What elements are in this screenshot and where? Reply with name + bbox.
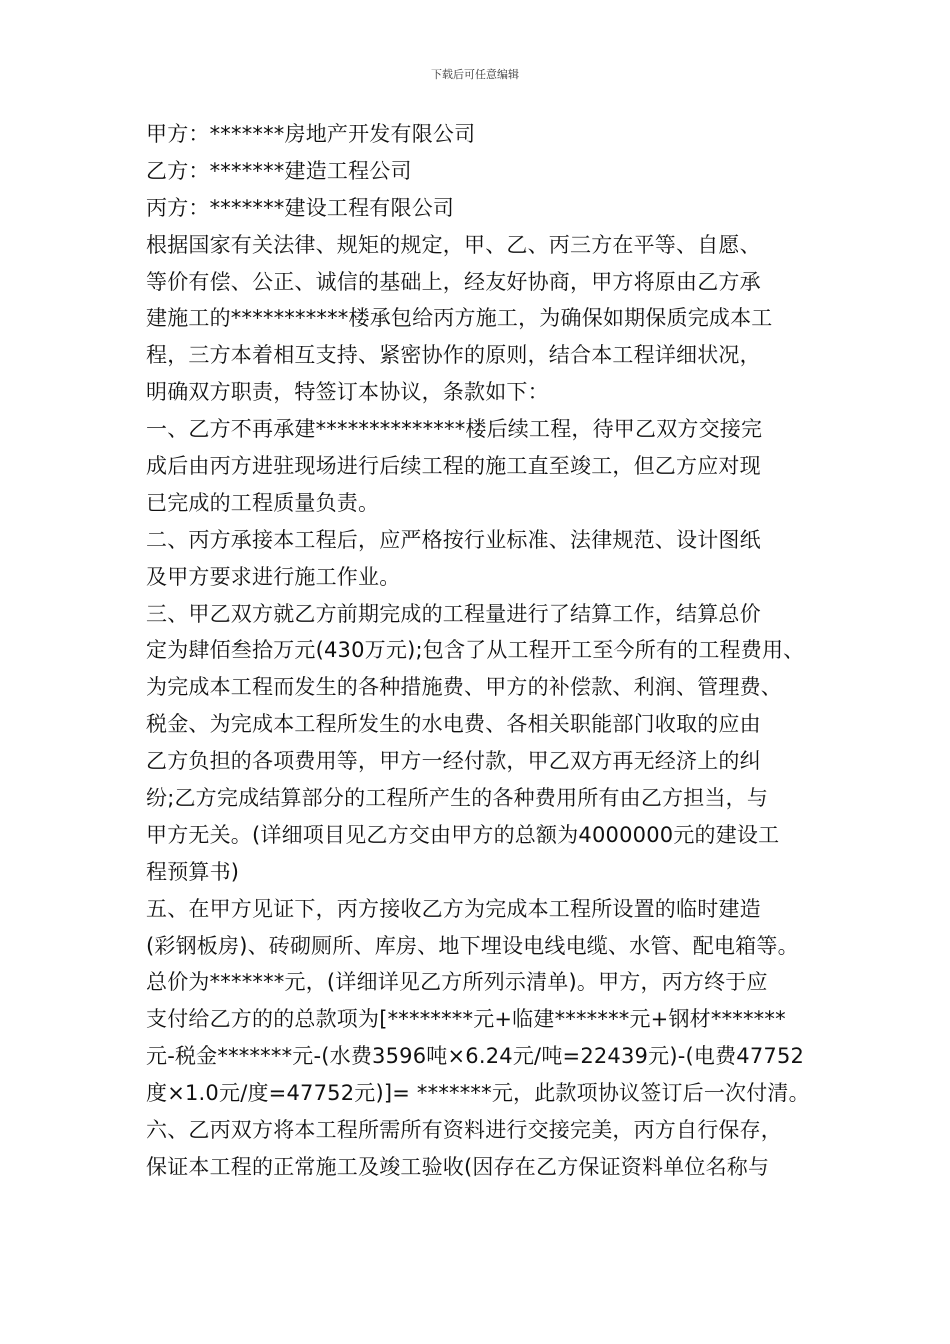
text-line: 根据国家有关法律、规矩的规定，甲、乙、丙三方在平等、自愿、: [146, 232, 761, 257]
text-line: 程，三方本着相互支持、紧密协作的原则，结合本工程详细状况，: [146, 343, 761, 368]
text-line: 成后由丙方进驻现场进行后续工程的施工直至竣工，但乙方应对现: [146, 454, 761, 479]
text-line: 支付给乙方的的总款项为[********元+临建*******元+钢材*******: [146, 1007, 786, 1032]
text-line: (彩钢板房)、砖砌厕所、库房、地下埋设电线电缆、水管、配电箱等。: [146, 933, 799, 958]
text-line: 乙方：*******建造工程公司: [146, 158, 412, 183]
text-line: 元-税金*******元-(水费3596吨×6.24元/吨=22439元)-(电费47752: [146, 1044, 805, 1069]
text-line: 等价有偿、公正、诚信的基础上，经友好协商，甲方将原由乙方承: [146, 269, 761, 294]
text-line: 已完成的工程质量负责。: [146, 490, 380, 515]
text-line: 三、甲乙双方就乙方前期完成的工程量进行了结算工作，结算总价: [146, 601, 761, 626]
text-line: 及甲方要求进行施工作业。: [146, 564, 401, 589]
text-line: 丙方：*******建设工程有限公司: [146, 195, 455, 220]
text-line: 定为肆佰叁拾万元(430万元);包含了从工程开工至今所有的工程费用、: [146, 638, 805, 663]
text-line: 为完成本工程而发生的各种措施费、甲方的补偿款、利润、管理费、: [146, 675, 782, 700]
text-line: 一、乙方不再承建**************楼后续工程，待甲乙双方交接完: [146, 417, 763, 442]
text-line: 税金、为完成本工程所发生的水电费、各相关职能部门收取的应由: [146, 712, 761, 737]
page-header: 下载后可任意编辑: [431, 68, 519, 81]
text-line: 程预算书): [146, 859, 240, 884]
text-line: 甲方无关。(详细项目见乙方交由甲方的总额为4000000元的建设工: [146, 822, 780, 847]
text-line: 纷;乙方完成结算部分的工程所产生的各种费用所有由乙方担当，与: [146, 786, 769, 811]
document-body: [146, 116, 826, 1186]
text-line: 度×1.0元/度=47752元)]= *******元，此款项协议签订后一次付清。: [146, 1081, 810, 1106]
text-line: 五、在甲方见证下，丙方接收乙方为完成本工程所设置的临时建造: [146, 896, 761, 921]
text-line: 建施工的***********楼承包给丙方施工，为确保如期保质完成本工: [146, 306, 773, 331]
text-line: 总价为*******元，(详细详见乙方所列示清单)。甲方，丙方终于应: [146, 970, 768, 995]
text-line: 乙方负担的各项费用等，甲方一经付款，甲乙双方再无经济上的纠: [146, 749, 761, 774]
text-line: 甲方：*******房地产开发有限公司: [146, 122, 476, 146]
text-line: 保证本工程的正常施工及竣工验收(因存在乙方保证资料单位名称与: [146, 1154, 770, 1179]
text-line: 六、乙丙双方将本工程所需所有资料进行交接完美，丙方自行保存，: [146, 1118, 782, 1143]
text-line: 明确双方职责，特签订本协议，条款如下：: [146, 380, 549, 405]
text-line: 二、丙方承接本工程后，应严格按行业标准、法律规范、设计图纸: [146, 527, 761, 552]
